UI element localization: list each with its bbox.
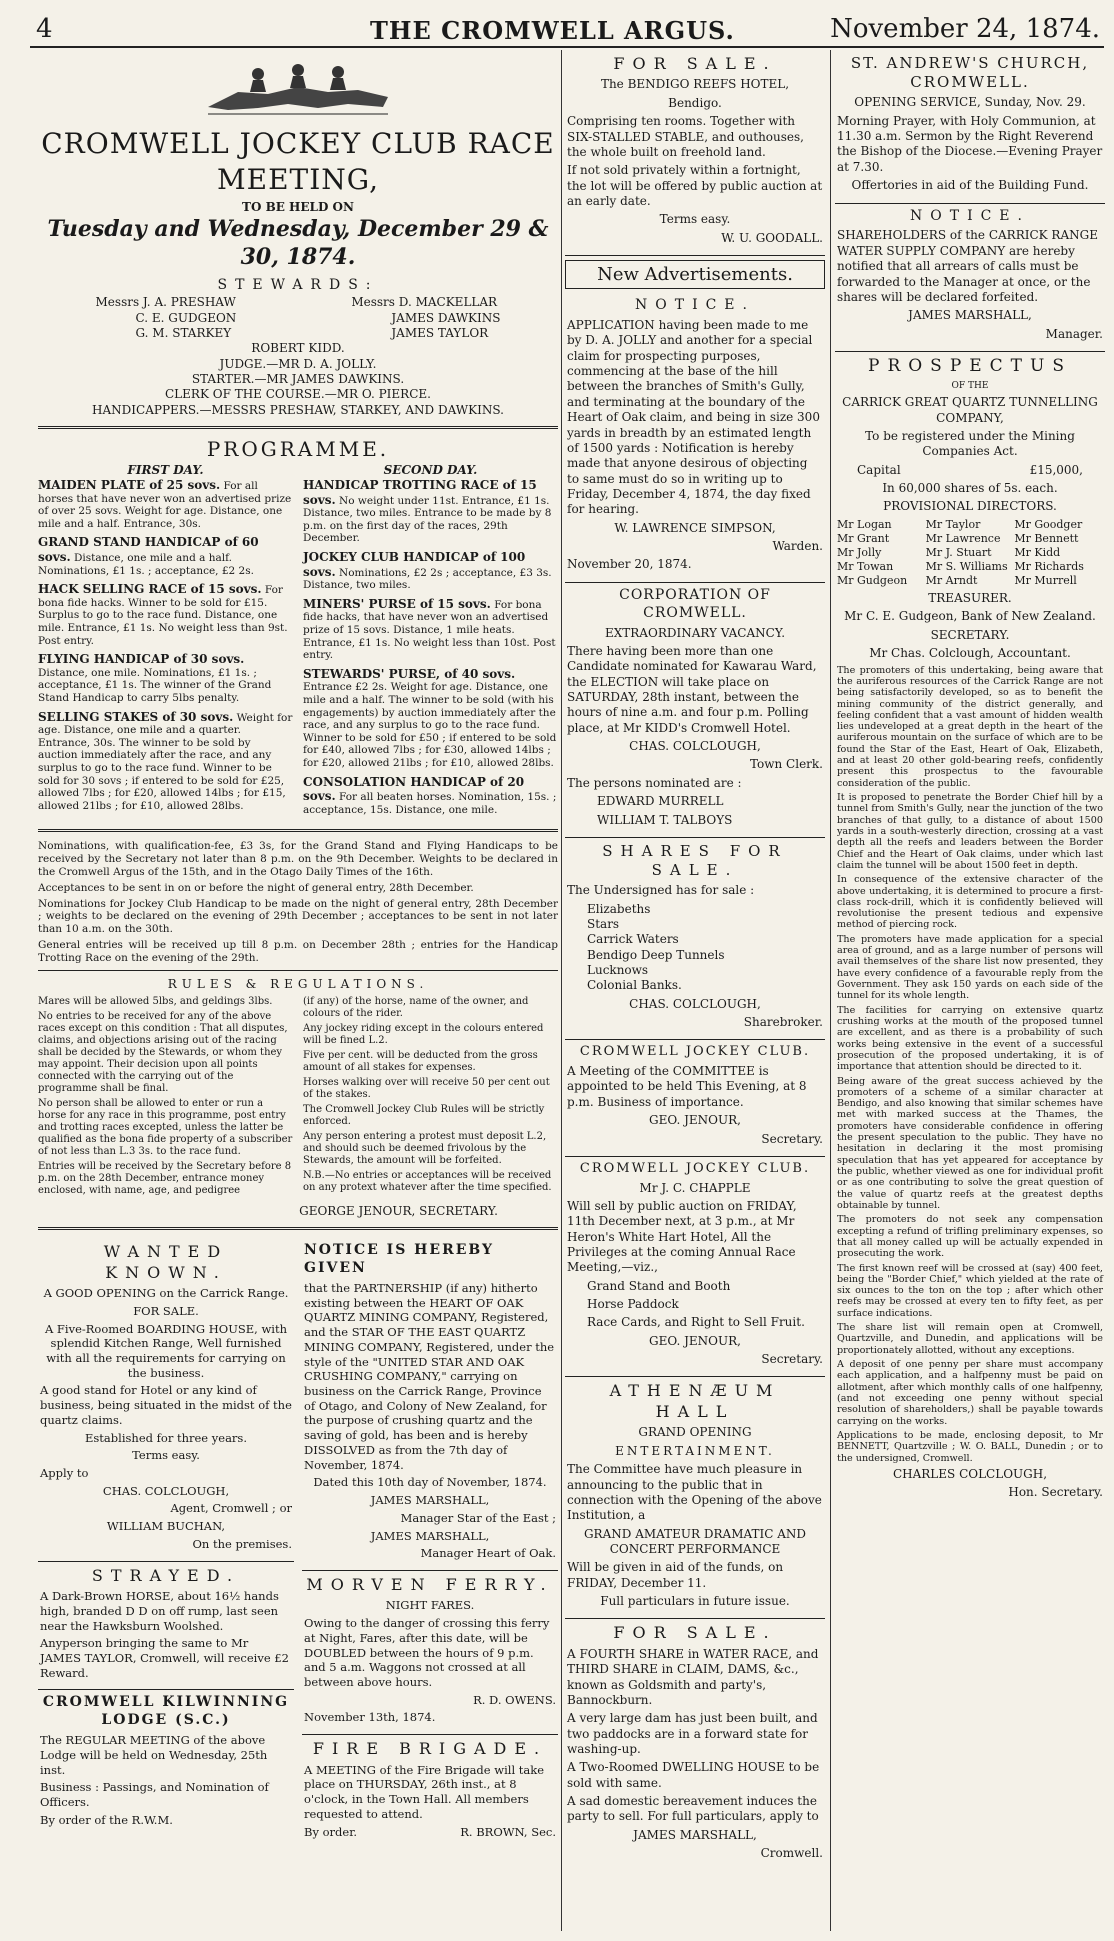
rule-text: No person shall be allowed to enter or run a horse for any race in this programme, post entry and trotting races excepted, unless the latter be qualified as the bona fide property of a subscriber of not less than L.3 3s. to the race fund. — [38, 1097, 293, 1157]
ad-text: Apply to — [40, 1466, 89, 1481]
ad-text: The REGULAR MEETING of the above Lodge will be held on Wednesday, 25th inst. — [40, 1733, 268, 1777]
lower-left — [38, 1238, 294, 1848]
rules-right — [303, 993, 558, 1200]
capital-line — [837, 463, 1103, 478]
jockey-club-column — [38, 50, 558, 1931]
race-entry — [38, 478, 293, 530]
ad-signature: GEO. JENOUR, — [649, 1113, 741, 1128]
carrick-notice — [835, 204, 1105, 352]
ad-signature-line — [304, 1825, 556, 1840]
rule-text: No entries to be received for any of the above races except on this condition : That all disputes, claims, and objections arising out of the racing shall be decided by the Stewards, or whom they may appoint. Their decision upon all points connected with the carrying out of the programme shall be final. — [38, 1010, 288, 1094]
ad-text: The Undersigned has for sale : — [567, 883, 755, 898]
prospectus-paragraph: Being aware of the great success achieved by the promoters of a scheme of a similar character at Bendigo, and also knowing that similar schemes have met with marked success at the Thames, the promoters have considerable confidence in offering the present speculation to the public. They have no hesitation in declaring it the most promising speculation that has yet appeared for acceptance by the public, whether viewed as one for individual profit or as one contributing to solve the great question of the value of quartz reefs at the greatest depths obtainable by tunnel. — [837, 1075, 1103, 1211]
ad-text: Dated this 10th day of November, 1874. — [313, 1475, 547, 1490]
ad-signature: By order of the R.W.M. — [40, 1812, 173, 1827]
steward: C. E. GUDGEON — [135, 310, 237, 325]
handicappers: HANDICAPPERS.—MESSRS PRESHAW, STARKEY, AND DAWKINS. — [92, 402, 504, 417]
rules-heading: RULES & REGULATIONS. — [167, 977, 429, 992]
ad-heading: CROMWELL JOCKEY CLUB. — [579, 1044, 811, 1060]
ad-text: Bendigo. — [668, 95, 722, 110]
prospectus-ad — [835, 352, 1105, 1510]
column-rule — [830, 50, 831, 1931]
director: Mr Kidd — [1014, 545, 1061, 559]
prospectus-paragraph: The facilities for carrying on extensive quartz crushing works at the mouth of the proposed tunnel are excellent, and as there is a probability of such works being extensive in the event of a successful prosecution of the proposed undertaking, it is of importance that attention should be directed to it. — [837, 1004, 1103, 1073]
fire-brigade-ad — [302, 1735, 558, 1848]
share-item: Lucknows — [587, 963, 649, 978]
ad-heading: MORVEN FERRY. — [306, 1574, 554, 1594]
ad-heading: CROMWELL JOCKEY CLUB. — [579, 1160, 811, 1176]
hotel-for-sale-ad — [565, 50, 825, 256]
prospectus-paragraph: The promoters do not seek any compensation excepting a refund of trifling preliminary expenses, so that all money called up will be actually expended in prosecuting the work. — [837, 1214, 1103, 1260]
ad-heading: CORPORATION OF CROMWELL. — [619, 586, 771, 621]
ad-text: Full particulars in future issue. — [600, 1594, 790, 1609]
rule-text: (if any) of the horse, name of the owner, and colours of the rider. — [303, 995, 529, 1019]
jockey-club-title: CROMWELL JOCKEY CLUB RACE MEETING, — [41, 127, 555, 196]
ad-text: Established for three years. — [85, 1430, 247, 1445]
ad-heading: NOTICE. — [635, 297, 755, 314]
ad-text: Owing to the danger of crossing this ferry at Night, Fares, after this date, will be DOUBLED between the hours of 9 p.m. and 5 a.m. Waggons not crossed at all between above hours. — [304, 1616, 550, 1690]
st-andrews-ad — [835, 50, 1105, 204]
rule-text: The Cromwell Jockey Club Rules will be strictly enforced. — [303, 1103, 545, 1127]
corporation-ad — [565, 583, 825, 838]
ad-signature: JAMES MARSHALL, — [908, 308, 1032, 323]
steward: Messrs J. A. PRESHAW — [95, 295, 236, 310]
starter: STARTER.—MR JAMES DAWKINS. — [191, 372, 405, 387]
ad-signature-role: Sharebroker. — [743, 1015, 823, 1030]
ad-heading: PROSPECTUS — [868, 355, 1072, 376]
stewards-heading: STEWARDS: — [217, 277, 379, 294]
ad-heading: CROMWELL KILWINNING LODGE (S.C.) — [42, 1694, 290, 1729]
kilwinning-ad — [38, 1690, 294, 1836]
jockey-auction-ad — [565, 1157, 825, 1378]
ad-text: A Five-Roomed BOARDING HOUSE, with splendid Kitchen Range, Well furnished with all the requirements for carrying on the business. — [44, 1321, 288, 1380]
race-title: FLYING HANDICAP of 30 sovs. — [38, 652, 245, 667]
column-rule — [561, 50, 562, 1931]
ad-signature: CHAS. COLCLOUGH, — [629, 739, 761, 754]
rule-text: Entries will be received by the Secretary before 8 p.m. on the 28th December, entrance money enclosed, with name, age, and pedigree — [38, 1160, 292, 1196]
ad-heading: WANTED KNOWN. — [103, 1242, 229, 1282]
ad-heading: FOR SALE. — [613, 1623, 777, 1643]
ad-signature: W. U. GOODALL. — [721, 230, 823, 245]
ad-text: Terms easy. — [659, 212, 731, 227]
rules-left — [38, 993, 293, 1200]
ad-text: There having been more than one Candidate nominated for Kawarau Ward, the ELECTION will take place on SATURDAY, 28th instant, between the hours of nine a.m. and four p.m. Polling place, at Mr KIDD's Cromwell Hotel. — [567, 643, 817, 735]
jockey-meeting-ad — [565, 1040, 825, 1156]
ad-text: that the PARTNERSHIP (if any) hitherto existing between the HEART OF OAK QUARTZ MINING COMPANY, Registered, and the STAR OF THE EAST QUARTZ MINING COMPANY, Registered, under the style of the "UNITED STAR AND OAK CRUSHING COMPANY," carrying on business on the Carrick Range, Province of Otago, and Colony of New Zealand, for the purpose of crushing quartz and the saving of gold, has been and is hereby DISSOLVED as from the 7th day of November, 1874. — [304, 1281, 555, 1472]
rule-text: N.B.—No entries or acceptances will be received on any protext whatever after the time specified. — [303, 1169, 552, 1193]
ad-signature: CHAS. COLCLOUGH, — [629, 996, 761, 1011]
ad-text: A Dark-Brown HORSE, about 16½ hands high, branded D D on off rump, last seen near the Hawksburn Woolshed. — [40, 1589, 279, 1633]
programme — [38, 463, 558, 822]
ad-signature: WILLIAM BUCHAN, — [106, 1519, 226, 1534]
ad-signature: W. LAWRENCE SIMPSON, — [614, 520, 776, 535]
ad-signature: R. BROWN, Sec. — [460, 1824, 556, 1839]
programme-heading: PROGRAMME. — [206, 437, 390, 462]
prospectus-paragraph: The first known reef will be crossed at (say) 400 feet, being the "Border Chief," which yielded at the rate of six ounces to the ton on the top ; after which other reefs may be crossed at every ten to fifty feet, as per surface indications. — [837, 1262, 1103, 1319]
divider — [38, 970, 558, 971]
shares-for-sale-ad — [565, 838, 825, 1041]
race-title: SELLING STAKES of 30 sovs. — [38, 709, 234, 724]
ad-signature: CHAS. COLCLOUGH, — [102, 1483, 230, 1498]
ad-signature-role: Secretary. — [761, 1352, 823, 1367]
director: Mr Arndt — [925, 574, 978, 588]
ad-heading: ATHENÆUM HALL — [609, 1381, 781, 1421]
race-title: MINERS' PURSE of 15 sovs. — [303, 596, 491, 611]
ad-heading: ST. ANDREW'S CHURCH, CROMWELL. — [850, 54, 1090, 92]
ad-signature: JAMES MARSHALL, — [370, 1493, 490, 1508]
directors-list — [837, 518, 1103, 588]
ad-subheading: OPENING SERVICE, Sunday, Nov. 29. — [854, 95, 1086, 110]
ad-signature-role: Town Clerk. — [749, 757, 823, 772]
company-name: CARRICK GREAT QUARTZ TUNNELLING COMPANY, — [842, 395, 1098, 425]
rule-text: Five per cent. will be deducted from the gross amount of all stakes for expenses. — [303, 1049, 538, 1073]
ad-signature-role: Secretary. — [761, 1131, 823, 1146]
ad-text: A Two-Roomed DWELLING HOUSE to be sold with same. — [567, 1760, 820, 1790]
director: Mr J. Stuart — [925, 545, 992, 559]
secretary-signature: GEORGE JENOUR, SECRETARY. — [299, 1203, 498, 1218]
rule-text: Horses walking over will receive 50 per cent out of the stakes. — [303, 1076, 550, 1100]
clerk: CLERK OF THE COURSE.—MR O. PIERCE. — [165, 387, 431, 402]
ad-text: A MEETING of the Fire Brigade will take place on THURSDAY, 26th inst., at 8 o'clock, in the Town Hall. All members requested to attend. — [304, 1762, 545, 1821]
ad-text: In 60,000 shares of 5s. each. — [882, 481, 1058, 496]
nomination-paragraph: Nominations for Jockey Club Handicap to be made on the night of general entry, 28th December ; weights to be declared on the evening of 29th December ; acceptances to be sent in not later than 10 a.m. on the 30th. — [38, 897, 558, 936]
director: Mr Towan — [837, 559, 894, 573]
ad-text: OF THE — [951, 380, 989, 391]
race-title: CONSOLATION HANDICAP of 20 sovs. — [303, 774, 525, 804]
prospectus-paragraph: The promoters of this undertaking, being aware that the auriferous resources of the Carrick Range are not being satisfactorily developed, so as to benefit the mining community of the district generally, and feeling confident that a vast amount of hidden wealth lies undeveloped at a great depth in the heart of the auriferous mountain on the surface of which are to be found the Star of the East, Heart of Oak, Elizabeth, and at least 20 other gold-bearing reefs, confidently present this prospectus to the favourable consideration of the public. — [837, 664, 1103, 789]
ad-text: If not sold privately within a fortnight, the lot will be offered by public auction at an early date. — [567, 163, 823, 208]
ad-signature: JAMES MARSHALL, — [633, 1827, 757, 1842]
race-text: Distance, one mile and a half. Nominations, £1 1s. ; acceptance, £2 2s. — [38, 552, 254, 577]
partnership-notice — [302, 1238, 558, 1571]
steward: ROBERT KIDD. — [251, 341, 345, 356]
ad-text: A good stand for Hotel or any kind of business, being situated in the midst of the quartz claims. — [40, 1383, 292, 1427]
share-item: Elizabeths — [587, 901, 651, 916]
ad-signature-role: On the premises. — [192, 1536, 292, 1551]
strayed-ad — [38, 1562, 294, 1691]
ad-signature-role: Manager Star of the East ; — [400, 1510, 556, 1525]
prospectus-body — [837, 665, 1103, 1464]
athenaeum-ad — [565, 1377, 825, 1619]
director: Mr Gudgeon — [837, 574, 908, 588]
stewards-list — [38, 295, 558, 341]
by-order: By order. — [304, 1824, 358, 1839]
divider — [38, 829, 558, 832]
ad-signature: GEO. JENOUR, — [649, 1333, 741, 1348]
race-title: MAIDEN PLATE of 25 sovs. — [38, 478, 221, 493]
lower-right — [302, 1238, 558, 1848]
ad-text: The Committee have much pleasure in announcing to the public that in connection with the Opening of the above Institution, a — [567, 1462, 822, 1523]
ad-text: Will be given in aid of the funds, on FRIDAY, December 11. — [567, 1560, 784, 1590]
ad-heading: FOR SALE. — [613, 54, 777, 73]
nomination-paragraph: Nominations, with qualification-fee, £3 3s, for the Grand Stand and Flying Handicaps to be received by the Secretary not later than 8 p.m. on the 9th December. Weights to be declared in the Cromwell Argus of the 15th, and in the Otago Daily Times of the 16th. — [38, 840, 558, 878]
race-text: Entrance £2 2s. Weight for age. Distance, one mile and a half. The winner to be sold (with his engagements) by auction immediately after the race, and any surplus to go to the race fund. Winner to be sold for £50 ; if entered to be sold for £40, allowed 7lbs ; for £30, allowed 14lbs ; for £20, allowed 21lbs ; for £10, allowed 28lbs. — [303, 681, 557, 769]
prospectus-paragraph: The promoters have made application for a special area of ground, and as a large number of persons will avail themselves of the share list now presented, they have every confidence of a favourable reply from the Government. They ask 150 yards on each side of the tunnel for its whole length. — [837, 933, 1103, 1002]
race-text: Weight for age. Distance, one mile and a quarter. Entrance, 30s. The winner to be sold by auction immediately after the race, and any surplus to go to the race fund. Winner to be sold for 30 sovs ; if entered to be sold for £25, allowed 7lbs ; for £20, allowed 14lbs ; for £15, allowed 21lbs ; for £10, allowed 28lbs. — [38, 711, 293, 812]
newspaper-title: THE CROMWELL ARGUS. — [370, 16, 735, 45]
middle-column — [565, 50, 825, 1931]
ad-subheading: ENTERTAINMENT. — [615, 1443, 775, 1458]
capital-label: Capital — [857, 462, 901, 477]
director: Mr Jolly — [837, 545, 882, 559]
ad-text: A very large dam has just been built, and two paddocks are in a forward state for washing-up. — [567, 1711, 818, 1756]
ad-text: A GOOD OPENING on the Carrick Range. — [43, 1286, 289, 1301]
ad-text: Terms easy. — [132, 1448, 200, 1463]
ad-subheading: PROVISIONAL DIRECTORS. — [883, 499, 1057, 514]
race-text: For bona fide hacks. Winner to be sold for £15. Surplus to go to the race fund. Distance, one mile. Entrance, £1 1s. No weight less than 9st. Post entry. — [38, 584, 288, 647]
ad-subheading: NIGHT FARES. — [385, 1598, 475, 1613]
rule-text: Any person entering a protest must deposit L.2, and should such be deemed frivolous by the Stewards, the amount will be forfeited. — [303, 1130, 547, 1166]
candidate: EDWARD MURRELL — [597, 794, 724, 809]
prospectus-paragraph: In consequence of the extensive character of the above undertaking, it is determined to procure a first-class rock-drill, which it is confidently believed will revolutionise the present tedious and expensive method of piercing rock. — [837, 874, 1103, 931]
ad-signature: JAMES MARSHALL, — [370, 1528, 490, 1543]
ad-heading: NOTICE IS HEREBY GIVEN — [304, 1242, 494, 1277]
morven-ferry-ad — [302, 1571, 558, 1735]
lower-ads — [38, 1238, 558, 1848]
director: Mr Grant — [837, 531, 890, 545]
divider — [38, 426, 558, 429]
ad-text: A FOURTH SHARE in WATER RACE, and THIRD SHARE in CLAIM, DAMS, &c., known as Goldsmith and party's, Bannockburn. — [567, 1646, 819, 1707]
issue-date: November 24, 1874. — [830, 14, 1100, 44]
race-title: JOCKEY CLUB HANDICAP of 100 sovs. — [303, 550, 526, 579]
ad-heading: NOTICE. — [910, 207, 1030, 224]
ad-signature: CHARLES COLCLOUGH, — [892, 1466, 1048, 1481]
rule-text: Mares will be allowed 5lbs, and geldings 3lbs. — [38, 995, 273, 1007]
ad-signature-role: Warden. — [772, 539, 823, 554]
share-item: Colonial Banks. — [587, 978, 682, 993]
auction-item: Horse Paddock — [587, 1297, 679, 1312]
ad-signature-role: Hon. Secretary. — [1008, 1485, 1103, 1500]
ad-text: GRAND AMATEUR DRAMATIC AND CONCERT PERFORMANCE — [583, 1526, 807, 1556]
director: Mr Goodger — [1014, 517, 1083, 531]
ad-subheading: The BENDIGO REEFS HOTEL, — [600, 77, 790, 92]
second-day-heading: SECOND DAY. — [383, 462, 478, 477]
ad-signature-role: Manager Heart of Oak. — [420, 1546, 556, 1561]
ad-text: Mr Chas. Colclough, Accountant. — [869, 646, 1071, 661]
page-number: 4 — [36, 14, 53, 44]
ad-text: A Meeting of the COMMITTEE is appointed to be held This Evening, at 8 p.m. Business of importance. — [567, 1064, 807, 1109]
ad-text: Offertories in aid of the Building Fund. — [851, 178, 1089, 193]
judge: JUDGE.—MR D. A. JOLLY. — [219, 356, 377, 371]
ad-heading: STRAYED. — [91, 1565, 241, 1585]
right-column — [835, 50, 1105, 1931]
prospectus-paragraph: It is proposed to penetrate the Border Chief hill by a tunnel from Smith's Gully, near the junction of the two branches of that gully, to a distance of about 1500 yards in a south-westerly direction, crossing at a vast depth all the reefs and leaders between the Border Chief and the Heart of Oak claims, under which last claim the tunnel will be about 1500 feet in depth. — [837, 792, 1103, 871]
held-on: TO BE HELD ON — [242, 199, 354, 214]
nomination-paragraph: Acceptances to be sent in on or before the night of general entry, 28th December. — [38, 881, 474, 894]
race-title: HACK SELLING RACE of 15 sovs. — [38, 582, 262, 597]
ad-text: Anyperson bringing the same to Mr JAMES TAYLOR, Cromwell, will receive £2 Reward. — [40, 1636, 289, 1680]
race-text: For all horses that have never won an advertised prize of over 25 sovs. Weight for age. Distance, one mile and a half. Entrance, 30s. — [38, 480, 292, 530]
race-entry — [303, 775, 558, 817]
prospectus-paragraph: Applications to be made, enclosing deposit, to Mr BENNETT, Quartzville ; W. O. BALL, Dunedin ; or to the undersigned, Cromwell. — [837, 1429, 1103, 1464]
nominations — [38, 840, 558, 964]
ad-text: Business : Passings, and Nomination of Officers. — [40, 1780, 269, 1810]
director: Mr Bennett — [1014, 531, 1079, 545]
race-text: No weight under 11st. Entrance, £1 1s. Distance, two miles. Entrance to be made by 8 p.m. on the first day of the races, 29th December. — [303, 494, 552, 545]
ad-subheading: FOR SALE. — [133, 1303, 199, 1318]
capital-value: £15,000, — [1029, 462, 1083, 477]
first-day-column — [38, 463, 293, 822]
race-title: HANDICAP TROTTING RACE of 15 sovs. — [303, 478, 537, 507]
ad-text: Will sell by public auction on FRIDAY, 11th December next, at 3 p.m., at Mr Heron's White Hart Hotel, All the Privileges at the coming Annual Race Meeting,—viz., — [567, 1198, 797, 1275]
ad-signature-role: Agent, Cromwell ; or — [170, 1501, 292, 1516]
masthead — [30, 6, 1104, 48]
share-item: Carrick Waters — [587, 932, 679, 947]
rule-text: Any jockey riding except in the colours entered will be fined L.2. — [303, 1022, 544, 1046]
ad-heading: FIRE BRIGADE. — [312, 1739, 548, 1759]
auction-item: Grand Stand and Booth — [587, 1278, 731, 1293]
ad-subheading: EXTRAORDINARY VACANCY. — [604, 625, 786, 640]
new-advertisements-banner: New Advertisements. — [565, 260, 825, 289]
horse-race-illustration — [198, 52, 398, 122]
ad-heading: SHARES FOR SALE. — [602, 841, 788, 880]
second-day-column — [303, 463, 558, 822]
share-item: Stars — [587, 916, 620, 931]
race-entry — [303, 597, 558, 662]
auction-item: Race Cards, and Right to Sell Fruit. — [587, 1315, 805, 1330]
race-title: STEWARDS' PURSE, of 40 sovs. — [303, 666, 516, 681]
prospectus-paragraph: The share list will remain open at Cromwell, Quartzville, and Dunedin, and applications will be proportionately allotted, without any exceptions. — [837, 1322, 1103, 1356]
race-text: For bona fide hacks, that have never won an advertised prize of 15 sovs. Distance, 1 mile heats. Entrance, £1 1s. No weight less than 10st. Post entry. — [303, 598, 556, 662]
prospectus-paragraph: A deposit of one penny per share must accompany each application, and a halfpenny must be paid on allotment, after which monthly calls of one halfpenny, (and not exceeding one penny without special resolution of shareholders,) shall be payable towards carrying on the works. — [837, 1359, 1103, 1427]
application-notice — [565, 293, 825, 583]
ad-text: To be registered under the Mining Companies Act. — [865, 428, 1075, 459]
rules — [38, 993, 558, 1200]
director: Mr Taylor — [925, 517, 981, 531]
ad-date: November 13th, 1874. — [304, 1710, 436, 1725]
ad-text: The persons nominated are : — [567, 775, 742, 790]
race-text: Nominations, £2 2s ; acceptance, £3 3s. Distance, two miles. — [303, 566, 552, 592]
wanted-known-ad — [38, 1238, 294, 1561]
ad-text: APPLICATION having been made to me by D. A. JOLLY and another for a special claim for prospecting purposes, commencing at the base of the hill between the branches of Smith's Gully, and terminating at the boundary of the Heart of Oak claim, and being in size 300 yards in breadth by an estimated length of 1500 yards : Notification is hereby made that anyone desirous of objecting to same must do so in writing up to Friday, December 4, 1874, the day fixed for hearing. — [567, 318, 820, 517]
shares-list — [567, 902, 823, 994]
steward: G. M. STARKEY — [135, 325, 232, 340]
race-entry — [38, 652, 293, 704]
share-item: Bendigo Deep Tunnels — [587, 947, 725, 962]
director: Mr Murrell — [1014, 574, 1077, 588]
race-entry — [38, 710, 293, 813]
ad-signature-role: Manager. — [1045, 326, 1103, 341]
ad-subheading: Mr J. C. CHAPPLE — [639, 1180, 751, 1195]
first-day-heading: FIRST DAY. — [127, 462, 204, 477]
ad-subheading: TREASURER. — [928, 591, 1012, 606]
ad-text: Mr C. E. Gudgeon, Bank of New Zealand. — [844, 609, 1096, 624]
steward: JAMES TAYLOR — [391, 325, 489, 340]
director: Mr Logan — [837, 517, 892, 531]
ad-signature-role: Cromwell. — [760, 1846, 823, 1861]
ad-text: Morning Prayer, with Holy Communion, at 11.30 a.m. Sermon by the Right Reverend the Bishop of the Diocese.—Evening Prayer at 7.30. — [837, 113, 1103, 174]
ad-subheading: GRAND OPENING — [638, 1425, 752, 1440]
divider — [38, 1227, 558, 1230]
race-entry — [38, 535, 293, 577]
water-share-sale-ad — [565, 1619, 825, 1870]
director: Mr Lawrence — [925, 531, 1001, 545]
race-entry — [303, 478, 558, 545]
race-entry — [38, 582, 293, 647]
steward: JAMES DAWKINS — [391, 310, 501, 325]
race-title: GRAND STAND HANDICAP of 60 sovs. — [38, 535, 259, 565]
ad-text: Comprising ten rooms. Together with SIX-STALLED STABLE, and outhouses, the whole built on freehold land. — [567, 114, 804, 159]
director: Mr S. Williams — [925, 559, 1008, 573]
race-text: Distance, one mile. Nominations, £1 1s. ; acceptance, £1 1s. The winner of the Grand Stand Handicap to carry 5lbs penalty. — [38, 666, 272, 704]
meeting-dates: Tuesday and Wednesday, December 29 & 30, 1874. — [47, 216, 549, 271]
candidate: WILLIAM T. TALBOYS — [597, 812, 733, 827]
director: Mr Richards — [1014, 559, 1084, 573]
race-text: For all beaten horses. Nomination, 15s. ; acceptance, 15s. Distance, one mile. — [303, 791, 557, 816]
ad-signature: R. D. OWENS. — [473, 1692, 556, 1707]
race-entry — [303, 550, 558, 592]
race-entry — [303, 667, 558, 770]
nomination-paragraph: General entries will be received up till 8 p.m. on December 28th ; entries for the Handicap Trotting Race on the evening of the 29th. — [38, 938, 558, 964]
ad-text: SHAREHOLDERS of the CARRICK RANGE WATER SUPPLY COMPANY are hereby notified that all arrears of calls must be forwarded to the Manager at once, or the shares will be declared forfeited. — [837, 228, 1098, 304]
steward: Messrs D. MACKELLAR — [351, 295, 498, 310]
ad-text: A sad domestic bereavement induces the party to sell. For full particulars, apply to — [567, 1794, 819, 1824]
ad-subheading: SECRETARY. — [930, 627, 1010, 642]
ad-date: November 20, 1874. — [567, 557, 692, 572]
